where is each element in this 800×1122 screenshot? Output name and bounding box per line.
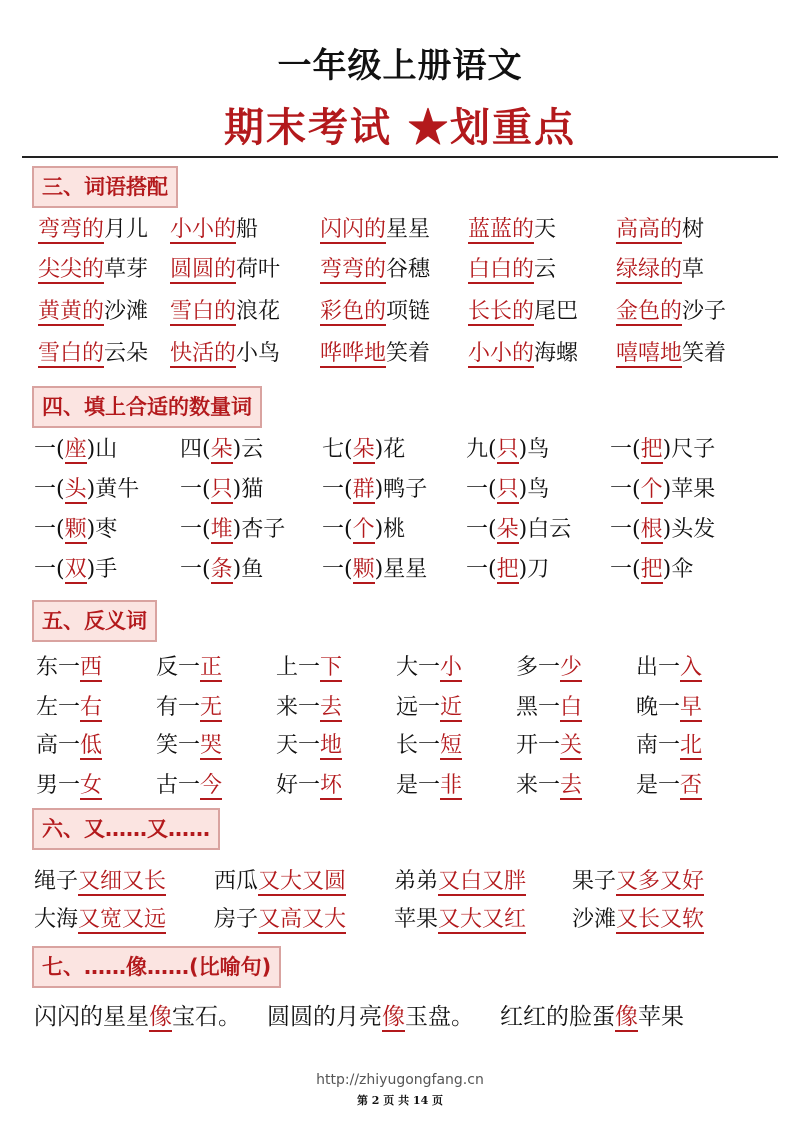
word: 东一 <box>36 655 81 680</box>
list-item <box>34 434 117 466</box>
list-item <box>394 866 526 898</box>
simile-sentences <box>34 1000 710 1034</box>
measure-suffix: )猫 <box>232 477 264 502</box>
list-item <box>616 214 704 246</box>
list-item <box>396 692 462 724</box>
list-item <box>34 554 117 586</box>
list-item <box>276 652 342 684</box>
word: 来一 <box>276 695 321 720</box>
list-item <box>34 866 166 898</box>
word: 好一 <box>276 773 321 798</box>
item-row <box>0 254 800 290</box>
measure-prefix: 一( <box>322 557 353 582</box>
section-5-heading: 五、反义词 <box>32 600 157 642</box>
phrase-noun: 云朵 <box>104 341 149 366</box>
phrase-noun: 谷穗 <box>386 257 431 282</box>
phrase-noun: 草 <box>682 257 705 282</box>
list-item <box>276 730 342 762</box>
list-item <box>320 214 430 246</box>
measure-prefix: 一( <box>610 557 641 582</box>
measure-prefix: 九( <box>466 437 497 462</box>
list-item <box>516 692 582 724</box>
list-item <box>276 692 342 724</box>
word: 黑一 <box>516 695 561 720</box>
measure-word: 颗 <box>64 517 87 542</box>
measure-prefix: 一( <box>34 517 65 542</box>
highlighted-answer: 白 <box>560 695 583 720</box>
phrase-noun: 尾巴 <box>534 299 579 324</box>
word: 开一 <box>516 733 561 758</box>
list-item <box>34 474 139 506</box>
highlighted-answer: 又高又大 <box>258 907 347 932</box>
measure-suffix: )白云 <box>518 517 572 542</box>
highlighted-phrase: 雪白的 <box>170 299 237 324</box>
measure-suffix: )星星 <box>374 557 428 582</box>
highlighted-phrase: 哗哗地 <box>320 341 387 366</box>
measure-prefix: 一( <box>466 477 497 502</box>
list-item <box>156 770 222 802</box>
phrase-noun: 树 <box>682 217 705 242</box>
sentence-subject: 闪闪的星星 <box>34 1004 149 1030</box>
measure-word: 群 <box>352 477 375 502</box>
highlighted-answer: 少 <box>560 655 583 680</box>
measure-suffix: )鸭子 <box>374 477 428 502</box>
word: 西瓜 <box>214 869 259 894</box>
highlighted-phrase: 长长的 <box>468 299 535 324</box>
list-item <box>572 904 704 936</box>
highlighted-phrase: 圆圆的 <box>170 257 237 282</box>
list-item <box>320 338 430 370</box>
sentence-object: 玉盘。 <box>405 1004 474 1030</box>
highlighted-answer: 关 <box>560 733 583 758</box>
list-item <box>156 692 222 724</box>
list-item <box>320 296 430 328</box>
phrase-noun: 海螺 <box>534 341 579 366</box>
list-item <box>34 514 117 546</box>
highlighted-answer: 哭 <box>200 733 223 758</box>
page-subtitle: 期末考试 ★划重点 <box>224 104 576 151</box>
list-item <box>36 770 102 802</box>
highlighted-answer: 又白又胖 <box>438 869 527 894</box>
list-item <box>322 554 427 586</box>
highlighted-answer: 短 <box>440 733 463 758</box>
measure-word: 座 <box>64 437 87 462</box>
highlighted-answer: 右 <box>80 695 103 720</box>
word: 古一 <box>156 773 201 798</box>
highlighted-phrase: 蓝蓝的 <box>468 217 535 242</box>
word: 长一 <box>396 733 441 758</box>
highlighted-answer: 西 <box>80 655 103 680</box>
list-item <box>180 554 263 586</box>
highlighted-answer: 北 <box>680 733 703 758</box>
item-row <box>0 514 800 550</box>
highlighted-answer: 又长又软 <box>616 907 705 932</box>
word: 苹果 <box>394 907 439 932</box>
list-item <box>610 554 693 586</box>
measure-prefix: 七( <box>322 437 353 462</box>
sentence-object: 宝石。 <box>172 1004 241 1030</box>
measure-prefix: 一( <box>610 517 641 542</box>
list-item <box>396 730 462 762</box>
highlighted-phrase: 弯弯的 <box>38 217 105 242</box>
highlighted-answer: 低 <box>80 733 103 758</box>
measure-suffix: )杏子 <box>232 517 286 542</box>
list-item <box>170 254 280 286</box>
list-item <box>38 214 148 246</box>
word: 天一 <box>276 733 321 758</box>
measure-word: 双 <box>64 557 87 582</box>
highlighted-phrase: 小小的 <box>468 341 535 366</box>
measure-word: 颗 <box>352 557 375 582</box>
measure-suffix: )刀 <box>518 557 550 582</box>
word: 笑一 <box>156 733 201 758</box>
highlighted-phrase: 快活的 <box>170 341 237 366</box>
item-row <box>0 214 800 250</box>
sentence-subject: 红红的脸蛋 <box>500 1004 615 1030</box>
list-item <box>322 514 405 546</box>
highlighted-answer: 坏 <box>320 773 343 798</box>
word: 果子 <box>572 869 617 894</box>
list-item <box>322 474 427 506</box>
list-item <box>38 338 148 370</box>
highlighted-phrase: 彩色的 <box>320 299 387 324</box>
footer-url: http://zhiyugongfang.cn <box>316 1072 484 1088</box>
measure-suffix: )枣 <box>86 517 118 542</box>
measure-prefix: 一( <box>34 437 65 462</box>
measure-suffix: )花 <box>374 437 406 462</box>
list-item <box>396 770 462 802</box>
list-item <box>516 652 582 684</box>
list-item <box>170 296 280 328</box>
word: 反一 <box>156 655 201 680</box>
measure-suffix: )头发 <box>662 517 716 542</box>
measure-suffix: )山 <box>86 437 118 462</box>
list-item <box>394 904 526 936</box>
measure-word: 根 <box>640 517 663 542</box>
item-row <box>0 338 800 374</box>
highlighted-answer: 小 <box>440 655 463 680</box>
list-item <box>466 554 549 586</box>
measure-prefix: 一( <box>34 557 65 582</box>
measure-prefix: 一( <box>466 557 497 582</box>
word: 弟弟 <box>394 869 439 894</box>
list-item <box>636 692 702 724</box>
word: 是一 <box>636 773 681 798</box>
measure-word: 个 <box>640 477 663 502</box>
measure-prefix: 一( <box>466 517 497 542</box>
phrase-noun: 笑着 <box>682 341 727 366</box>
measure-suffix: )桃 <box>374 517 406 542</box>
highlighted-answer: 下 <box>320 655 343 680</box>
highlighted-answer: 否 <box>680 773 703 798</box>
simile-sentence <box>267 1004 474 1030</box>
item-row <box>0 904 800 940</box>
word: 有一 <box>156 695 201 720</box>
list-item <box>468 338 578 370</box>
phrase-noun: 荷叶 <box>236 257 281 282</box>
measure-word: 只 <box>496 477 519 502</box>
measure-prefix: 一( <box>34 477 65 502</box>
simile-word: 像 <box>149 1004 172 1030</box>
highlighted-answer: 地 <box>320 733 343 758</box>
list-item <box>468 214 556 246</box>
measure-word: 只 <box>496 437 519 462</box>
measure-suffix: )黄牛 <box>86 477 140 502</box>
highlighted-answer: 非 <box>440 773 463 798</box>
word: 大一 <box>396 655 441 680</box>
item-row <box>0 434 800 470</box>
phrase-noun: 星星 <box>386 217 431 242</box>
word: 沙滩 <box>572 907 617 932</box>
word: 男一 <box>36 773 81 798</box>
measure-word: 条 <box>210 557 233 582</box>
highlighted-phrase: 绿绿的 <box>616 257 683 282</box>
list-item <box>38 254 148 286</box>
highlighted-answer: 近 <box>440 695 463 720</box>
phrase-noun: 浪花 <box>236 299 281 324</box>
highlighted-answer: 去 <box>320 695 343 720</box>
item-row <box>0 652 800 688</box>
measure-word: 堆 <box>210 517 233 542</box>
footer-page-number: 第 2 页 共 14 页 <box>356 1094 444 1107</box>
list-item <box>276 770 342 802</box>
item-row <box>0 474 800 510</box>
page-title: 一年级上册语文 <box>277 46 523 86</box>
word: 左一 <box>36 695 81 720</box>
highlighted-answer: 无 <box>200 695 223 720</box>
simile-sentence <box>500 1004 684 1030</box>
list-item <box>214 866 346 898</box>
word: 晚一 <box>636 695 681 720</box>
highlighted-phrase: 金色的 <box>616 299 683 324</box>
word: 大海 <box>34 907 79 932</box>
measure-prefix: 一( <box>180 557 211 582</box>
highlighted-answer: 入 <box>680 655 703 680</box>
highlighted-phrase: 白白的 <box>468 257 535 282</box>
phrase-noun: 小鸟 <box>236 341 281 366</box>
measure-prefix: 一( <box>180 517 211 542</box>
measure-suffix: )手 <box>86 557 118 582</box>
phrase-noun: 草芽 <box>104 257 149 282</box>
word: 来一 <box>516 773 561 798</box>
section-3-heading: 三、词语搭配 <box>32 166 178 208</box>
list-item <box>636 770 702 802</box>
list-item <box>170 214 258 246</box>
highlighted-answer: 正 <box>200 655 223 680</box>
phrase-noun: 月儿 <box>104 217 149 242</box>
list-item <box>636 652 702 684</box>
measure-suffix: )苹果 <box>662 477 716 502</box>
list-item <box>396 652 462 684</box>
divider <box>22 156 778 158</box>
measure-prefix: 四( <box>180 437 211 462</box>
highlighted-answer: 早 <box>680 695 703 720</box>
phrase-noun: 沙滩 <box>104 299 149 324</box>
list-item <box>636 730 702 762</box>
section-7-heading: 七、……像……(比喻句) <box>32 946 281 988</box>
sentence-subject: 圆圆的月亮 <box>267 1004 382 1030</box>
measure-word: 把 <box>640 557 663 582</box>
highlighted-phrase: 黄黄的 <box>38 299 105 324</box>
word: 高一 <box>36 733 81 758</box>
measure-prefix: 一( <box>180 477 211 502</box>
measure-suffix: )伞 <box>662 557 694 582</box>
highlighted-phrase: 弯弯的 <box>320 257 387 282</box>
item-row <box>0 554 800 590</box>
highlighted-answer: 又大又红 <box>438 907 527 932</box>
word: 多一 <box>516 655 561 680</box>
measure-word: 朵 <box>210 437 233 462</box>
simile-sentence <box>34 1004 241 1030</box>
list-item <box>610 434 715 466</box>
list-item <box>610 514 715 546</box>
phrase-noun: 天 <box>534 217 557 242</box>
simile-word: 像 <box>615 1004 638 1030</box>
list-item <box>572 866 704 898</box>
item-row <box>0 296 800 332</box>
measure-word: 把 <box>496 557 519 582</box>
measure-word: 个 <box>352 517 375 542</box>
list-item <box>36 652 102 684</box>
highlighted-phrase: 闪闪的 <box>320 217 387 242</box>
highlighted-answer: 又细又长 <box>78 869 167 894</box>
list-item <box>156 730 222 762</box>
list-item <box>214 904 346 936</box>
measure-suffix: )云 <box>232 437 264 462</box>
highlighted-answer: 又宽又远 <box>78 907 167 932</box>
measure-prefix: 一( <box>610 477 641 502</box>
word: 出一 <box>636 655 681 680</box>
list-item <box>516 730 582 762</box>
list-item <box>616 338 726 370</box>
highlighted-answer: 女 <box>80 773 103 798</box>
measure-word: 朵 <box>352 437 375 462</box>
word: 南一 <box>636 733 681 758</box>
list-item <box>468 296 578 328</box>
highlighted-answer: 今 <box>200 773 223 798</box>
list-item <box>610 474 715 506</box>
highlighted-phrase: 嘻嘻地 <box>616 341 683 366</box>
measure-suffix: )尺子 <box>662 437 716 462</box>
list-item <box>466 474 549 506</box>
highlighted-answer: 又多又好 <box>616 869 705 894</box>
list-item <box>616 254 704 286</box>
item-row <box>0 692 800 728</box>
measure-word: 朵 <box>496 517 519 542</box>
list-item <box>34 904 166 936</box>
highlighted-phrase: 雪白的 <box>38 341 105 366</box>
list-item <box>180 514 285 546</box>
list-item <box>156 652 222 684</box>
phrase-noun: 沙子 <box>682 299 727 324</box>
list-item <box>36 730 102 762</box>
phrase-noun: 笑着 <box>386 341 431 366</box>
highlighted-phrase: 小小的 <box>170 217 237 242</box>
list-item <box>322 434 405 466</box>
list-item <box>468 254 556 286</box>
list-item <box>466 434 549 466</box>
item-row <box>0 866 800 902</box>
word: 房子 <box>214 907 259 932</box>
sentence-object: 苹果 <box>638 1004 684 1030</box>
list-item <box>516 770 582 802</box>
measure-suffix: )鸟 <box>518 477 550 502</box>
section-6-heading: 六、又……又…… <box>32 808 220 850</box>
phrase-noun: 船 <box>236 217 259 242</box>
highlighted-phrase: 尖尖的 <box>38 257 105 282</box>
list-item <box>320 254 430 286</box>
list-item <box>180 474 263 506</box>
word: 上一 <box>276 655 321 680</box>
measure-word: 只 <box>210 477 233 502</box>
item-row <box>0 730 800 766</box>
list-item <box>466 514 571 546</box>
word: 绳子 <box>34 869 79 894</box>
phrase-noun: 云 <box>534 257 557 282</box>
word: 是一 <box>396 773 441 798</box>
section-4-heading: 四、填上合适的数量词 <box>32 386 262 428</box>
measure-word: 头 <box>64 477 87 502</box>
list-item <box>180 434 263 466</box>
measure-suffix: )鱼 <box>232 557 264 582</box>
item-row <box>0 770 800 806</box>
list-item <box>36 692 102 724</box>
list-item <box>38 296 148 328</box>
measure-prefix: 一( <box>322 477 353 502</box>
phrase-noun: 项链 <box>386 299 431 324</box>
word: 远一 <box>396 695 441 720</box>
measure-suffix: )鸟 <box>518 437 550 462</box>
list-item <box>616 296 726 328</box>
measure-word: 把 <box>640 437 663 462</box>
highlighted-answer: 又大又圆 <box>258 869 347 894</box>
highlighted-answer: 去 <box>560 773 583 798</box>
measure-prefix: 一( <box>322 517 353 542</box>
highlighted-phrase: 高高的 <box>616 217 683 242</box>
simile-word: 像 <box>382 1004 405 1030</box>
measure-prefix: 一( <box>610 437 641 462</box>
list-item <box>170 338 280 370</box>
